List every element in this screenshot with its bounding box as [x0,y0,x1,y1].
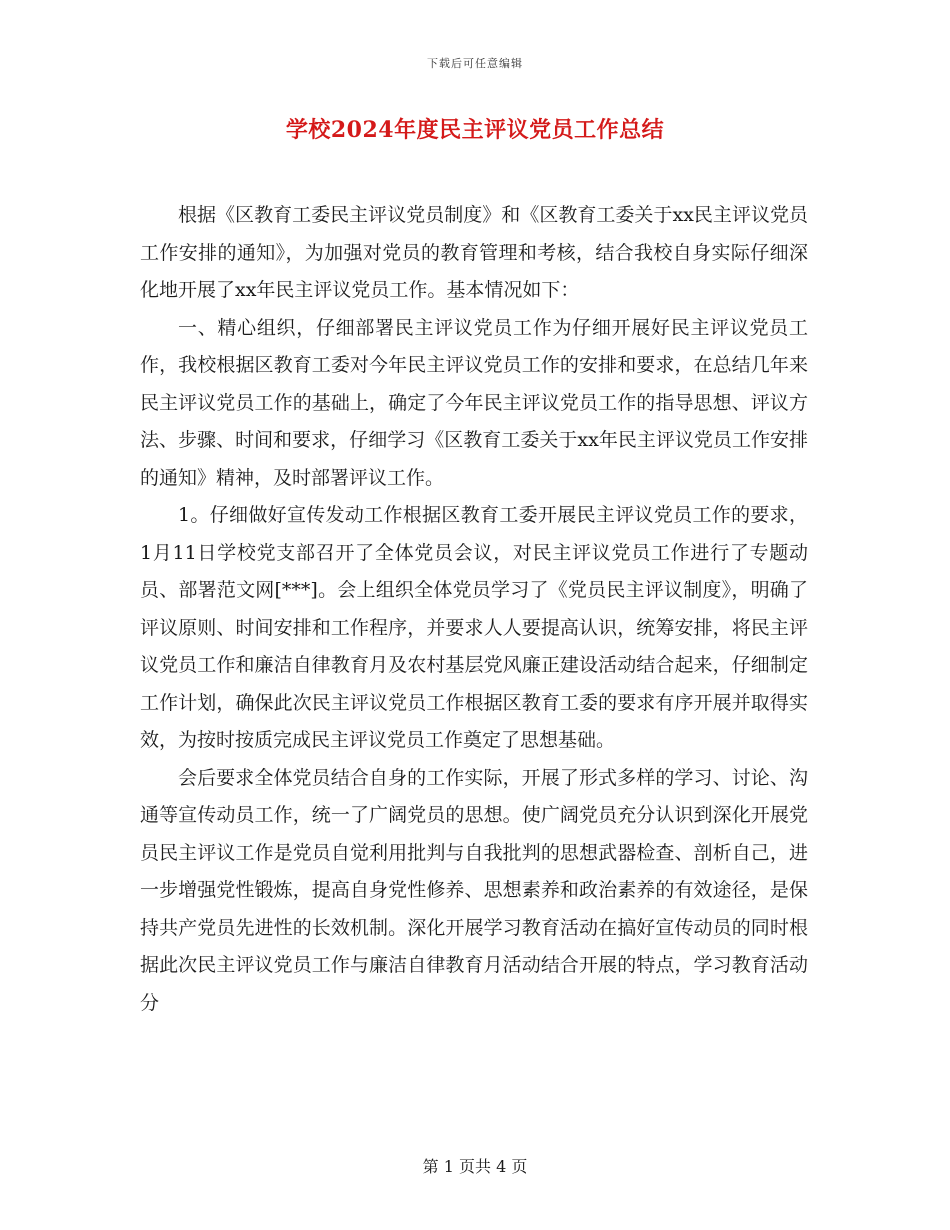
document-title: 学校2024年度民主评议党员工作总结 [285,117,665,143]
body-paragraph-3: 1。仔细做好宣传发动工作根据区教育工委开展民主评议党员工作的要求，1月11日学校党支部召开了全体党员会议，对民主评议党员工作进行了专题动员、部署范文网[***]。会上组织全体党员学习了《党员民主评议制度》，明确了评议原则、时间安排和工作程序，并要求人人要提高认识，统筹安排，将民主评议党员工作和廉洁自律教育月及农村基层党风廉正建设活动结合起来，仔细制定工作计划，确保此次民主评议党员工作根据区教育工委的要求有序开展并取得实效，为按时按质完成民主评议党员工作奠定了思想基础。 [140,504,808,751]
document-body [140,197,808,1022]
body-paragraph-4: 会后要求全体党员结合自身的工作实际，开展了形式多样的学习、讨论、沟通等宣传动员工作，统一了广阔党员的思想。使广阔党员充分认识到深化开展党员民主评议工作是党员自觉利用批判与自我批判的思想武器检查、剖析自己，进一步增强党性锻炼，提高自身党性修养、思想素养和政治素养的有效途径，是保持共产党员先进性的长效机制。深化开展学习教育活动在搞好宣传动员的同时根据此次民主评议党员工作与廉洁自律教育月活动结合开展的特点，学习教育活动分 [140,766,808,1014]
page-header-note: 下载后可任意编辑 [427,57,523,70]
body-paragraph-1: 根据《区教育工委民主评议党员制度》和《区教育工委关于xx民主评议党员工作安排的通知》，为加强对党员的教育管理和考核，结合我校自身实际仔细深化地开展了xx年民主评议党员工作。基本情况如下： [140,204,808,301]
body-paragraph-2: 一、精心组织，仔细部署民主评议党员工作为仔细开展好民主评议党员工作，我校根据区教育工委对今年民主评议党员工作的安排和要求，在总结几年来民主评议党员工作的基础上，确定了今年民主评议党员工作的指导思想、评议方法、步骤、时间和要求，仔细学习《区教育工委关于xx年民主评议党员工作安排的通知》精神，及时部署评议工作。 [140,316,808,489]
page-number: 第 1 页共 4 页 [422,1157,528,1176]
